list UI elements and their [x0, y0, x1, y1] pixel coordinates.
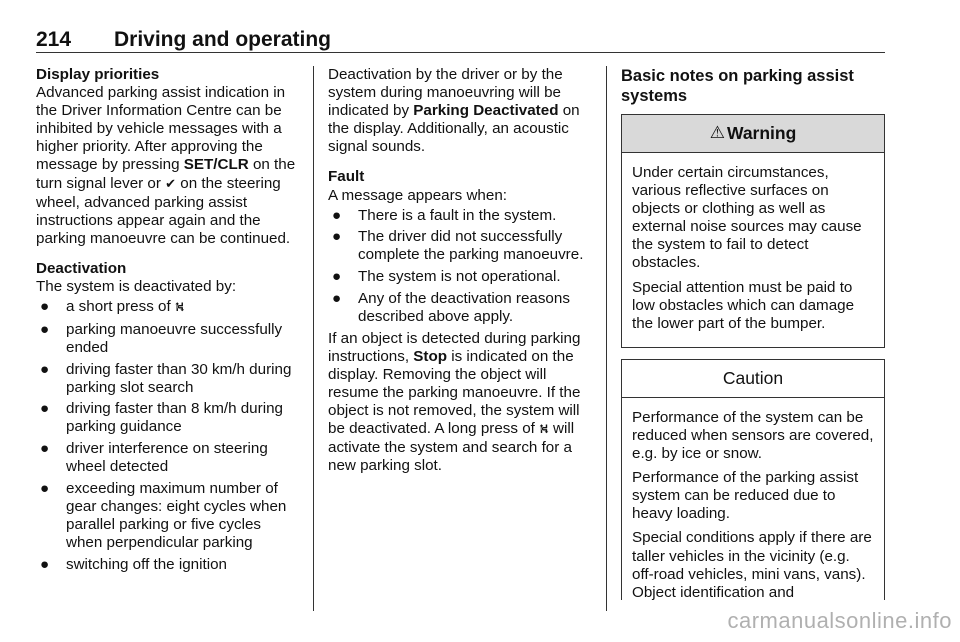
fault-list [328, 207, 593, 326]
list-item: ● switching off the ignition [40, 555, 227, 573]
list-item: ● driving faster than 30 km/h during parking slot search [40, 360, 292, 396]
warning-icon: ⚠ [709, 123, 725, 143]
caution-title: Caution [622, 360, 884, 398]
deactivation-heading: Deactivation [36, 259, 127, 277]
list-item: ● driving faster than 8 km/h during parking guidance [40, 400, 283, 436]
column-3 [621, 66, 885, 600]
display-priorities-heading: Display priorities [36, 66, 160, 83]
list-item: ● exceeding maximum number of gear changes: eight cycles when parallel parking or five cycles when perpendicular parking [40, 479, 287, 552]
fault-heading: Fault [328, 168, 365, 186]
stop-label: Stop [413, 347, 448, 365]
fault-intro: A message appears when: [328, 186, 507, 204]
list-item: ● The driver did not successfully complete the parking manoeuvre. [332, 228, 584, 264]
parking-deactivated-label: Parking Deactivated [413, 102, 559, 120]
warning-text: Under certain circumstances, various reflective surfaces on objects or clothing as well as external noise sources may cause the system to fail to detect obstacles. [632, 164, 862, 272]
page-header [36, 26, 885, 53]
column-1 [36, 66, 301, 578]
list-item: ● parking manoeuvre successfully ended [40, 320, 283, 356]
checkmark-icon: ✔ [165, 176, 177, 192]
caution-box [621, 359, 885, 600]
deactivation-display-text: Deactivation by the driver or by the system during manoeuvring will be indicated by Parking Deactivated on the display. Additionally, an acoustic signal sounds. [328, 66, 580, 156]
caution-text: Performance of the parking assist system can be reduced due to heavy loading. [632, 469, 859, 523]
set-clr-label: SET/CLR [183, 156, 249, 174]
object-detected-text: If an object is detected during parking instructions, Stop is indicated on the display. Removing the object will resume the parking manoeuvre. If the object is not removed, the system will be deactivated. A long press of ⛕ will activate the system and search for a new parking slot. [328, 329, 581, 475]
deactivation-intro: The system is deactivated by: [36, 278, 237, 296]
column-divider-1 [313, 66, 314, 611]
display-priorities-text: Advanced parking assist indication in the Driver Information Centre can be inhibited by vehicle messages with a higher priority. After approving the message by pressing SET/CLR on the turn signal lever or ✔ on the steering wheel, advanced parking assist instructions appear again and the parking manoeuvre can be continued. [36, 84, 296, 247]
list-item: ● a short press of ⛕ [40, 298, 185, 316]
warning-text: Special attention must be paid to low obstacles which can damage the lower part of the bumper. [632, 278, 855, 332]
warning-title: ⚠ Warning [622, 115, 884, 153]
column-2 [328, 66, 593, 475]
warning-box [621, 114, 885, 348]
caution-text: Performance of the system can be reduced when sensors are covered, e.g. by ice or snow. [632, 408, 874, 463]
section-title: Driving and operating [114, 28, 332, 51]
basic-notes-heading: Basic notes on parking assist systems [621, 67, 854, 105]
caution-text: Special conditions apply if there are taller vehicles in the vicinity (e.g. off-road vehicles, mini vans, vans). Object identification and [632, 529, 872, 601]
parking-assist-icon: ⛕ [539, 422, 549, 438]
parking-assist-icon: ⛕ [174, 300, 185, 316]
list-item: ● The system is not operational. [332, 268, 561, 286]
caution-body [622, 398, 884, 616]
page-number: 214 [36, 28, 72, 51]
column-divider-2 [606, 66, 607, 611]
deactivation-list [36, 298, 301, 574]
watermark: carmanualsonline.info [727, 608, 952, 633]
list-item: ● There is a fault in the system. [332, 206, 557, 224]
warning-body [622, 153, 884, 347]
list-item: ● driver interference on steering wheel detected [40, 440, 268, 476]
list-item: ● Any of the deactivation reasons described above apply. [332, 289, 570, 325]
